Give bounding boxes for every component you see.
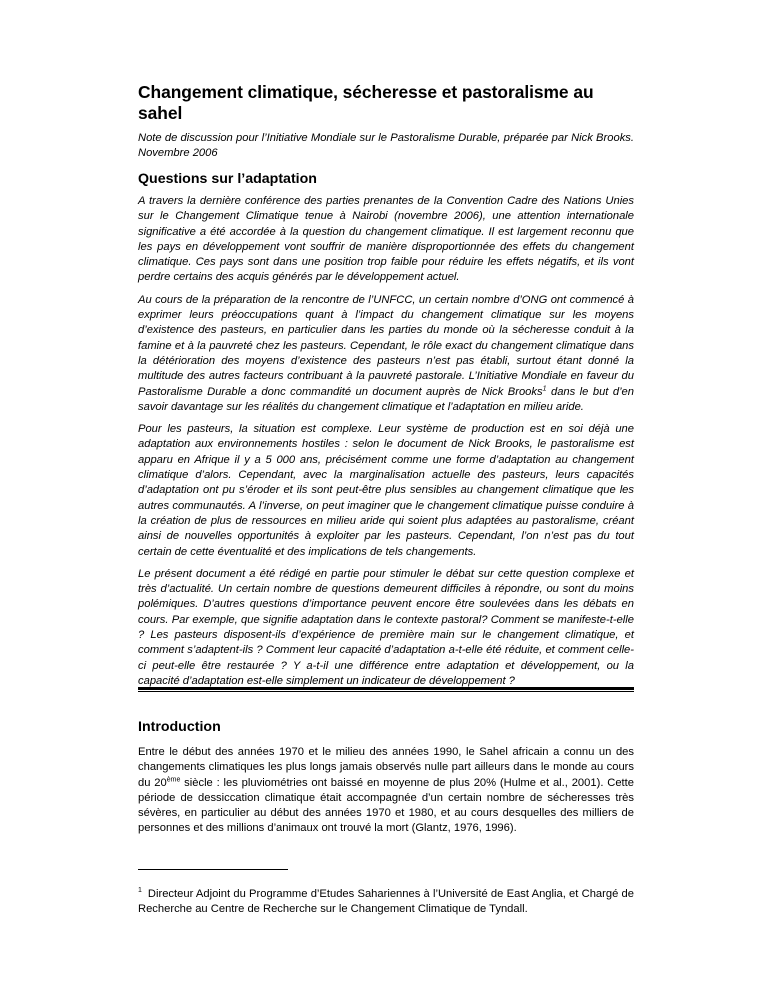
- paragraph-2-part-a: Au cours de la préparation de la rencontre de l’UNFCC, un certain nombre d’ONG ont commencé à exprimer leurs préoccupations quant à l’impact du changement climatique sur les moyens d’existence des pasteurs, en particulier dans les parties du monde où la sécheresse conduit à la famine et à la pauvreté chez les pasteurs. Cependant, le rôle exact du changement climatique dans la détérioration des moyens d’existence des pasteurs n’est pas établi, surtout étant donné la multitude des autres facteurs contribuant à la pauvreté pastorale. L’Initiative Mondiale en faveur du Pastoralisme Durable a donc commandité un document auprès de Nick Brooks: [138, 293, 634, 398]
- section-heading-adaptation: Questions sur l’adaptation: [138, 171, 317, 187]
- footnote-ref[interactable]: 1: [542, 384, 547, 392]
- footnote: [138, 887, 634, 918]
- introduction-section: [138, 718, 634, 837]
- document-title: Changement climatique, sécheresse et pastoralisme au sahel: [138, 82, 594, 123]
- section-heading-introduction: Introduction: [138, 719, 221, 735]
- paragraph-2-part-b: dans le but d’en savoir davantage sur les réalités du changement climatique et l’adaptation en milieu aride.: [138, 385, 635, 413]
- document-subtitle: Note de discussion pour l’Initiative Mondiale sur le Pastoralisme Durable, préparée par Nick Brooks. Novembre 2006: [138, 132, 634, 159]
- superscript-eme: ème: [166, 775, 181, 783]
- paragraph-4: Le présent document a été rédigé en partie pour stimuler le débat sur cette question complexe et très d’actualité. Un certain nombre de questions demeurent difficiles à répondre, ou sont du moins polémiques. D’autres questions d’importance peuvent encore être soulevées dans les débats en cours. Par exemple, que signifie adaptation dans le contexte pastoral? Comment se manifeste-t-elle ? Les pasteurs disposent-ils d’expérience de première main sur le changement climatique, et comment s’adaptent-ils ? Comment leur capacité d’adaptation a-t-elle été réduite, et comment celle-ci peut-elle être restaurée ? Y a-t-il une différence entre adaptation et développement, ou la capacité d’adaptation est-elle simplement un indicateur de développement ?: [138, 567, 634, 687]
- section-divider: [138, 687, 634, 692]
- paragraph-2: [138, 293, 634, 415]
- footnote-number: 1: [138, 887, 142, 895]
- footnote-separator: [138, 869, 288, 870]
- intro-paragraph-part-a: Entre le début des années 1970 et le milieu des années 1990, le Sahel africain a connu un des changements climatiques les plus longs jamais observés nulle part ailleurs dans le monde au cours du 20: [138, 746, 634, 789]
- paragraph-1: A travers la dernière conférence des parties prenantes de la Convention Cadre des Nations Unies sur le Changement Climatique tenue à Nairobi (novembre 2006), une attention internationale significative a été accordée à la question du changement climatique. Il est largement reconnu que les pays en développement vont souffrir de manière disproportionnée des effets du changement climatique. Ces pays sont dans une position trop faible pour réduire les effets négatifs, et ils vont perdre certains des acquis générés par le développement actuel.: [138, 195, 634, 284]
- top-section: [138, 82, 634, 696]
- intro-paragraph: [138, 745, 634, 837]
- paragraph-3: Pour les pasteurs, la situation est complexe. Leur système de production est en soi déjà une adaptation aux environnements hostiles : selon le document de Nick Brooks, le pastoralisme est apparu en Afrique il y a 5 000 ans, précisément comme une forme d’adaptation au changement climatique d’alors. Cependant, avec la marginalisation actuelle des pasteurs, leurs capacités d’adaptation ont pu s’éroder et ils sont peut-être plus sensibles au changement climatique que les autres communautés. A l’inverse, on peut imaginer que le changement climatique puisse conduire à la création de plus de ressources en milieu aride qui soient plus adaptées au pastoralisme, créant ainsi de nouvelles opportunités à exploiter par les pasteurs. Cependant, l’on n’est pas du tout certain de cette éventualité et des implications de tels changements.: [138, 423, 634, 558]
- footnote-text: Directeur Adjoint du Programme d’Etudes Sahariennes à l’Université de East Anglia, et Chargé de Recherche au Centre de Recherche sur le Changement Climatique de Tyndall.: [138, 888, 634, 916]
- intro-paragraph-part-b: siècle : les pluviométries ont baissé en moyenne de plus 20% (Hulme et al., 2001). Cette période de dessiccation climatique était accompagnée d’un certain nombre de sécheresses très sévères, en particulier au début des années 1970 et 1980, et au cours desquelles des milliers de personnes et des millions d’animaux ont trouvé la mort (Glantz, 1976, 1996).: [138, 776, 634, 835]
